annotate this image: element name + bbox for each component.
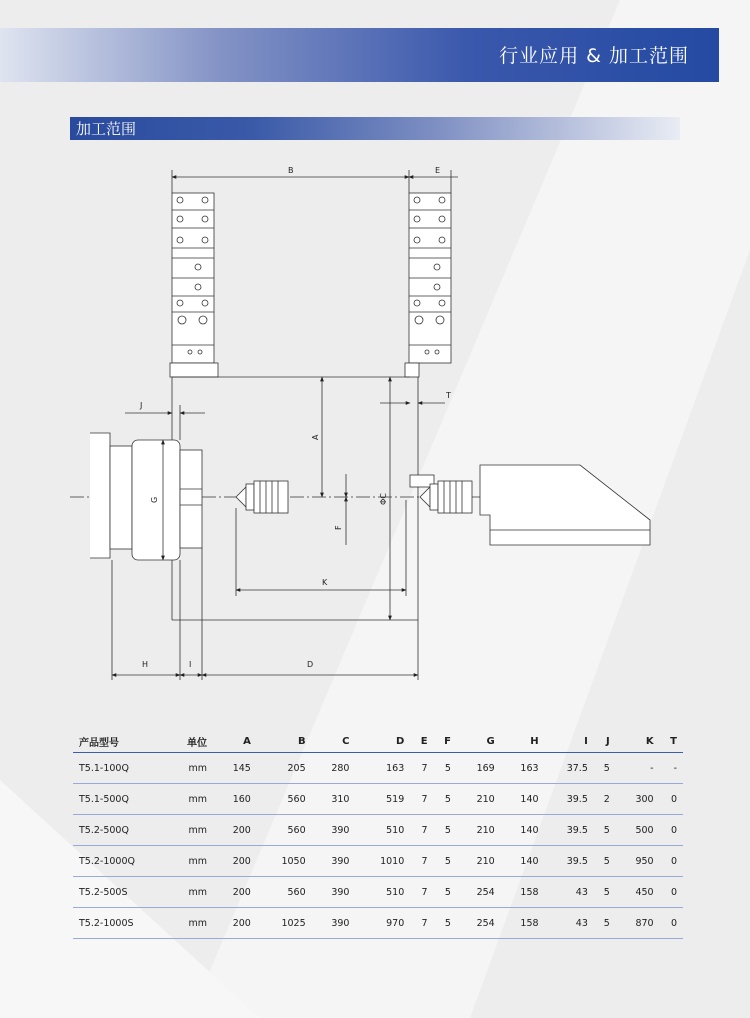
cell-j: 5 [594,753,616,784]
cell-a: 160 [213,784,257,815]
cell-j: 5 [594,815,616,846]
cell-a: 200 [213,815,257,846]
cell-j: 2 [594,784,616,815]
col-header-b: B [257,730,312,753]
cell-a: 145 [213,753,257,784]
dim-label-i: I [189,660,192,669]
col-header-i: I [545,730,594,753]
dim-label-g: G [150,496,159,503]
cell-unit: mm [167,815,213,846]
cell-h: 140 [501,846,545,877]
cell-t: 0 [660,815,683,846]
table-row [73,877,683,908]
cell-g: 254 [457,908,501,939]
cell-a: 200 [213,877,257,908]
cell-d: 510 [355,815,410,846]
cell-unit: mm [167,784,213,815]
col-header-f: F [434,730,457,753]
col-header-k: K [616,730,660,753]
col-header-j: J [594,730,616,753]
spec-table [73,730,683,939]
cell-unit: mm [167,908,213,939]
col-header-c: C [312,730,356,753]
col-header-e: E [410,730,433,753]
cell-d: 519 [355,784,410,815]
cell-i: 39.5 [545,846,594,877]
col-header-t: T [660,730,683,753]
cell-i: 39.5 [545,815,594,846]
cell-i: 43 [545,908,594,939]
cell-k: 870 [616,908,660,939]
cell-h: 163 [501,753,545,784]
cell-g: 169 [457,753,501,784]
cell-g: 210 [457,815,501,846]
left-tool-column [170,193,218,377]
table-row [73,815,683,846]
cell-g: 210 [457,846,501,877]
cell-h: 140 [501,815,545,846]
cell-k: 950 [616,846,660,877]
cell-t: 0 [660,784,683,815]
cell-j: 5 [594,877,616,908]
cell-f: 5 [434,753,457,784]
cell-c: 310 [312,784,356,815]
dim-label-c: ΦC [379,493,388,505]
cell-model: T5.2-500Q [73,815,167,846]
cell-d: 970 [355,908,410,939]
dim-label-a: A [311,434,320,440]
cell-a: 200 [213,908,257,939]
cell-f: 5 [434,908,457,939]
dim-label-b: B [288,166,294,175]
cell-d: 163 [355,753,410,784]
cell-c: 280 [312,753,356,784]
cell-model: T5.2-500S [73,877,167,908]
cell-unit: mm [167,877,213,908]
cell-model: T5.1-100Q [73,753,167,784]
cell-h: 158 [501,877,545,908]
cell-model: T5.1-500Q [73,784,167,815]
cell-e: 7 [410,908,433,939]
cell-i: 37.5 [545,753,594,784]
cell-b: 560 [257,877,312,908]
cell-b: 205 [257,753,312,784]
cell-c: 390 [312,815,356,846]
cell-unit: mm [167,846,213,877]
tailstock [410,465,650,545]
cell-f: 5 [434,784,457,815]
cell-f: 5 [434,815,457,846]
cell-c: 390 [312,877,356,908]
dim-label-j: J [140,401,143,410]
col-header-model: 产品型号 [73,730,167,753]
col-header-h: H [501,730,545,753]
table-row [73,753,683,784]
cell-t: 0 [660,846,683,877]
cell-k: 450 [616,877,660,908]
right-tool-column [405,193,451,377]
dim-label-h: H [142,660,149,669]
cell-b: 1050 [257,846,312,877]
cell-h: 158 [501,908,545,939]
cell-c: 390 [312,846,356,877]
table-row [73,784,683,815]
cell-k: - [616,753,660,784]
cell-e: 7 [410,877,433,908]
cell-e: 7 [410,753,433,784]
cell-d: 1010 [355,846,410,877]
cell-j: 5 [594,908,616,939]
cell-j: 5 [594,846,616,877]
live-center-left [236,481,288,513]
table-row [73,908,683,939]
cell-f: 5 [434,846,457,877]
cell-model: T5.2-1000Q [73,846,167,877]
dim-label-k: K [322,578,328,587]
cell-i: 43 [545,877,594,908]
cell-a: 200 [213,846,257,877]
cell-b: 560 [257,784,312,815]
dim-label-e: E [435,166,441,175]
cell-g: 210 [457,784,501,815]
cell-t: 0 [660,908,683,939]
dim-label-t: T [446,391,451,400]
cell-h: 140 [501,784,545,815]
col-header-g: G [457,730,501,753]
col-header-d: D [355,730,410,753]
cell-e: 7 [410,815,433,846]
cell-t: - [660,753,683,784]
section-title: 加工范围 [76,120,137,138]
cell-c: 390 [312,908,356,939]
table-row [73,846,683,877]
cell-b: 1025 [257,908,312,939]
cell-e: 7 [410,784,433,815]
col-header-a: A [213,730,257,753]
cell-i: 39.5 [545,784,594,815]
cell-f: 5 [434,877,457,908]
cell-t: 0 [660,877,683,908]
dim-label-f: F [334,525,343,530]
cell-unit: mm [167,753,213,784]
headstock [90,433,202,560]
cell-model: T5.2-1000S [73,908,167,939]
cell-b: 560 [257,815,312,846]
cell-d: 510 [355,877,410,908]
header-title: 行业应用 & 加工范围 [499,45,689,67]
cell-k: 300 [616,784,660,815]
cell-e: 7 [410,846,433,877]
dim-label-d: D [307,660,314,669]
col-header-unit: 单位 [167,730,213,753]
cell-k: 500 [616,815,660,846]
table-header-row [73,730,683,753]
cell-g: 254 [457,877,501,908]
